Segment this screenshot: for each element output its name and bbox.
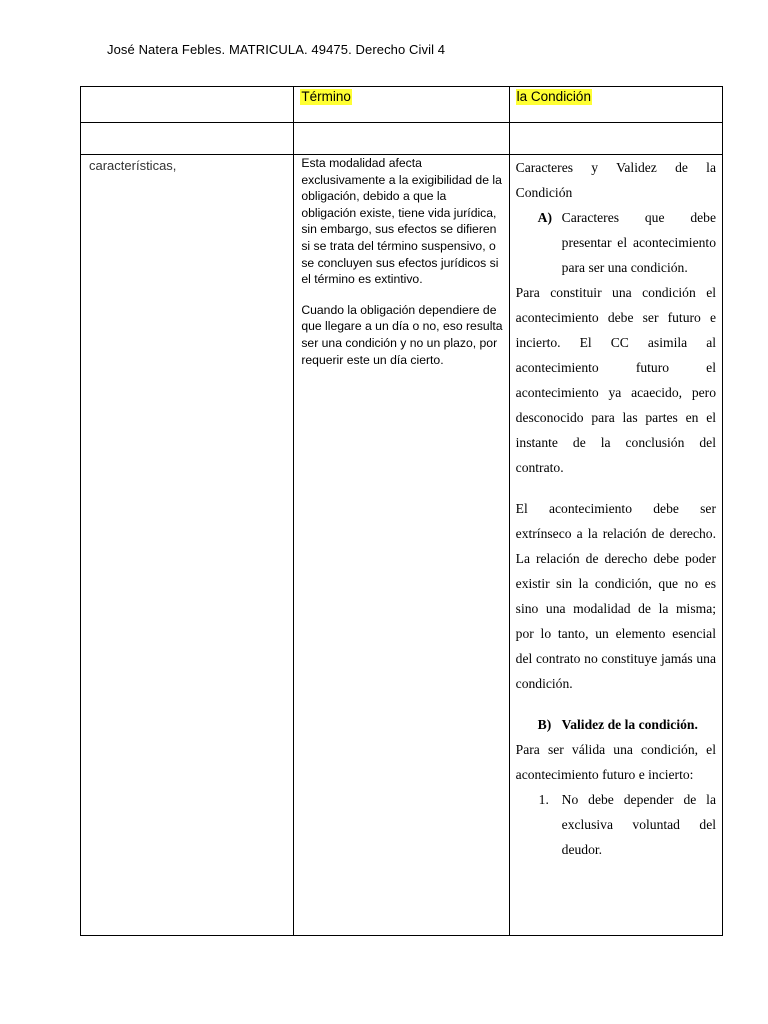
header-cell-empty	[81, 87, 294, 123]
termino-cell	[294, 155, 509, 936]
condicion-paragraph: Para constituir una condición el acontecimiento debe ser futuro e incierto. El CC asimila al acontecimiento futuro el acontecimiento ya acaecido, pero desconocido para las partes en el instante de la conclusión del contrato.	[515, 285, 716, 475]
list-text: Caracteres que debe presentar el acontecimiento para ser una condición.	[561, 210, 716, 275]
table-header-row	[81, 87, 723, 123]
condicion-cell	[509, 155, 722, 936]
empty-cell	[81, 123, 294, 155]
table-content-row	[81, 155, 723, 936]
list-item-a	[516, 205, 716, 280]
empty-cell	[509, 123, 722, 155]
list-label: 1.	[538, 792, 549, 807]
header-cell-termino	[294, 87, 509, 123]
comparison-table	[80, 86, 723, 936]
termino-text	[294, 155, 508, 368]
list-label: B)	[537, 717, 552, 732]
condicion-text	[510, 155, 722, 935]
row-label-cell	[81, 155, 294, 936]
condicion-paragraph: Para ser válida una condición, el acontecimiento futuro e incierto:	[515, 742, 716, 782]
condicion-intro: Caracteres y Validez de la Condición	[515, 160, 716, 200]
list-text: No debe depender de la exclusiva voluntad del deudor.	[561, 792, 716, 857]
table-empty-row	[81, 123, 723, 155]
termino-paragraph: Esta modalidad afecta exclusivamente a la exigibilidad de la obligación, debido a que la obligación existe, tiene vida jurídica, sin embargo, sus efectos se difieren si se trata del término suspensivo, o se concluyen sus efectos jurídicos si el término es extintivo.	[301, 156, 502, 287]
highlighted-heading-condicion: la Condición	[516, 89, 591, 104]
row-label: características,	[89, 158, 177, 173]
termino-paragraph: Cuando la obligación dependiere de que llegare a un día o no, eso resulta ser una condición y no un plazo, por requerir este un día cierto.	[301, 302, 503, 367]
list-label: A)	[537, 210, 553, 225]
highlighted-heading-termino: Término	[301, 89, 351, 104]
list-text: Validez de la condición.	[561, 717, 698, 732]
list-item-b	[516, 712, 716, 737]
page-header: José Natera Febles. MATRICULA. 49475. Derecho Civil 4	[107, 42, 446, 57]
numbered-item	[516, 787, 716, 862]
condicion-paragraph: El acontecimiento debe ser extrínseco a la relación de derecho. La relación de derecho debe poder existir sin la condición, que no es sino una modalidad de la misma; por lo tanto, un elemento esencial del contrato no constituye jamás una condición.	[515, 501, 716, 691]
header-cell-condicion	[509, 87, 722, 123]
empty-cell	[294, 123, 509, 155]
